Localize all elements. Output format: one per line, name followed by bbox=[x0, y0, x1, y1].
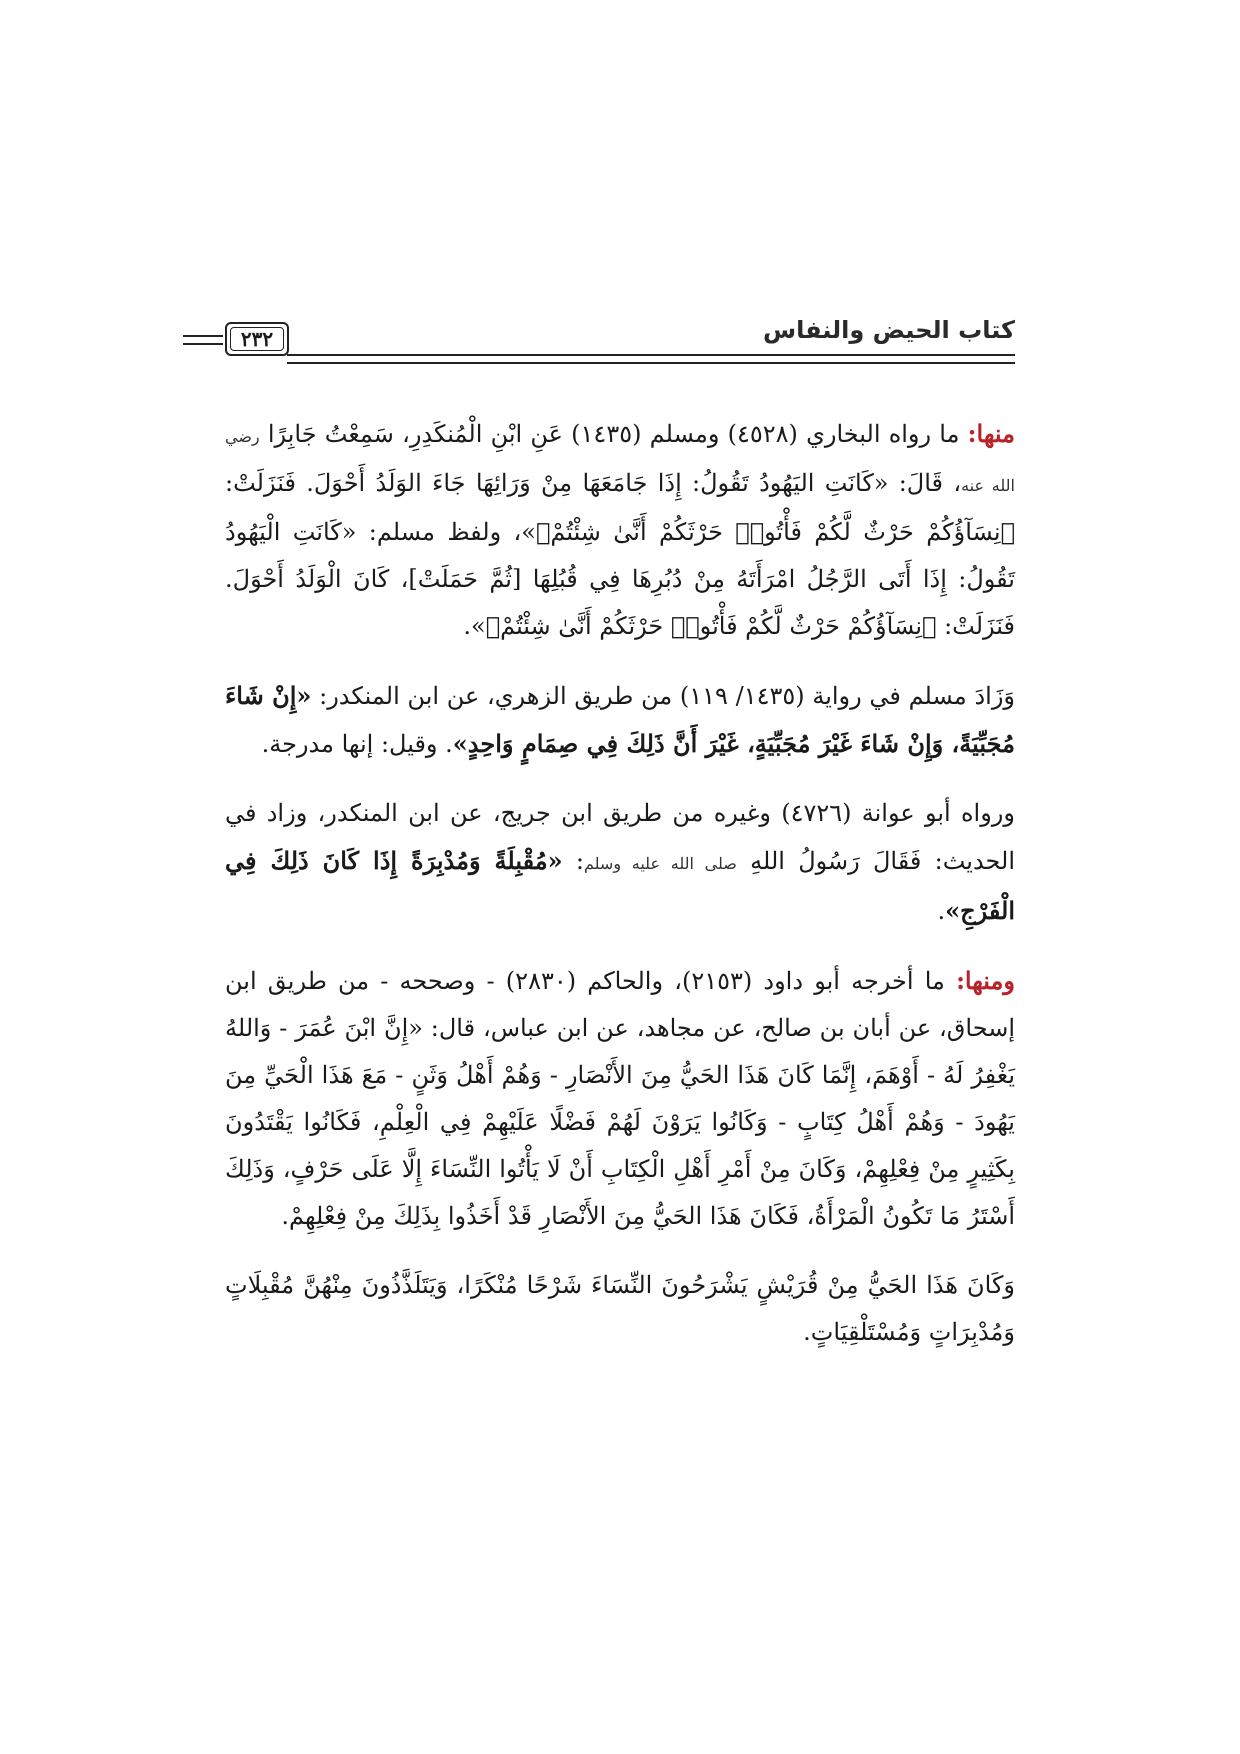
paragraph-text: ما رواه البخاري (٤٥٢٨) ومسلم (١٤٣٥) عَنِ ابْنِ الْمُنكَدِرِ، سَمِعْتُ جَابِرًا bbox=[259, 420, 968, 448]
paragraph-text: ما أخرجه أبو داود (٢١٥٣)، والحاكم (٢٨٣٠) - وصححه - من طريق ابن إسحاق، عن أبان بن صالح، عن مجاهد، عن ابن عباس، قال: «إِنَّ ابْنَ عُمَرَ - وَاللهُ يَغْفِرُ لَهُ - أَوْهَمَ، إِنَّمَا كَانَ هَذَا الحَيُّ مِنَ الأَنْصَارِ - وَهُمْ أَهْلُ وَثَنٍ - مَعَ هَذَا الْحَيِّ مِنَ يَهُودَ - وَهُمْ أَهْلُ كِتَابٍ - وَكَانُوا يَرَوْنَ لَهُمْ فَضْلًا عَلَيْهِمْ فِي الْعِلْمِ، فَكَانُوا يَقْتَدُونَ بِكَثِيرٍ مِنْ فِعْلِهِمْ، وَكَانَ مِنْ أَمْرِ أَهْلِ الْكِتَابِ أَنْ لَا يَأْتُوا النِّسَاءَ إِلَّا عَلَى حَرْفٍ، وَذَلِكَ أَسْتَرُ مَا تَكُونُ الْمَرْأَةُ، فَكَانَ هَذَا الحَيُّ مِنَ الأَنْصَارِ قَدْ أَخَذُوا بِذَلِكَ مِنْ فِعْلِهِمْ. bbox=[225, 967, 1015, 1230]
paragraph-text: . وقيل: إنها مدرجة. bbox=[261, 730, 453, 758]
section-label: ومنها: bbox=[956, 966, 1015, 995]
page-header bbox=[225, 318, 1015, 366]
page-body bbox=[225, 410, 1015, 1378]
hadith-quote: «إِنْ شَاءَ مُجَبِّيَةً، وَإِنْ شَاءَ غَيْرَ مُجَبِّيَةٍ، غَيْرَ أَنَّ ذَلِكَ فِي صِمَامٍ وَاحِدٍ» bbox=[225, 681, 1015, 758]
paragraph-text: . bbox=[937, 897, 946, 925]
header-rule-left bbox=[183, 335, 223, 345]
paragraph-4 bbox=[225, 957, 1015, 1240]
paragraph-2 bbox=[225, 672, 1015, 768]
paragraph-text: ورواه أبو عوانة (٤٧٢٦) وغيره من طريق ابن جريج، عن ابن المنكدر، وزاد في الحديث: فَقَالَ رَسُولُ اللهِ bbox=[225, 799, 1016, 875]
paragraph-text: وَزَادَ مسلم في رواية (١٤٣٥/ ١١٩) من طريق الزهري، عن ابن المنكدر: bbox=[311, 682, 1015, 710]
paragraph-5 bbox=[225, 1262, 1015, 1356]
paragraph-3 bbox=[225, 790, 1015, 935]
honorific-glyph: رضي الله عنه bbox=[225, 427, 1016, 495]
page-number-box bbox=[225, 322, 289, 356]
hadith-quote: «مُقْبِلَةً وَمُدْبِرَةً إِذَا كَانَ ذَلِكَ فِي الْفَرْجِ» bbox=[225, 846, 1015, 925]
paragraph-text: وَكَانَ هَذَا الحَيُّ مِنْ قُرَيْشٍ يَشْرَحُونَ النِّسَاءَ شَرْحًا مُنْكَرًا، وَيَتَلَذَّذُونَ مِنْهُنَّ مُقْبِلَاتٍ وَمُدْبِرَاتٍ وَمُسْتَلْقِيَاتٍ. bbox=[225, 1271, 1015, 1346]
section-label: منها: bbox=[967, 419, 1016, 448]
paragraph-text: : bbox=[562, 847, 584, 875]
paragraph-text: ، قَالَ: «كَانَتِ اليَهُودُ تَقُولُ: إِذَا جَامَعَهَا مِنْ وَرَائِهَا جَاءَ الوَلَدُ أَحْوَلَ. فَنَزَلَتْ: ﴿نِسَآؤُكُمْ حَرْثٌ لَّكُمْ فَأْتُوا۟ حَرْثَكُمْ أَنَّىٰ شِئْتُمْ﴾»، ولفظ مسلم: «كَانَتِ الْيَهُودُ تَقُولُ: إِذَا أَتَى الرَّجُلُ امْرَأَتَهُ مِنْ دُبُرِهَا فِي قُبُلِهَا [ثُمَّ حَمَلَتْ]، كَانَ الْوَلَدُ أَحْوَلَ. فَنَزَلَتْ: ﴿نِسَآؤُكُمْ حَرْثٌ لَّكُمْ فَأْتُوا۟ حَرْثَكُمْ أَنَّىٰ شِئْتُمْ﴾». bbox=[225, 469, 1015, 640]
paragraph-1 bbox=[225, 410, 1015, 650]
book-title: كتاب الحيض والنفاس bbox=[762, 316, 1015, 344]
honorific-glyph: صلى الله عليه وسلم bbox=[583, 854, 737, 873]
header-rule bbox=[287, 354, 1015, 364]
page-number: ٢٣٢ bbox=[240, 327, 274, 351]
